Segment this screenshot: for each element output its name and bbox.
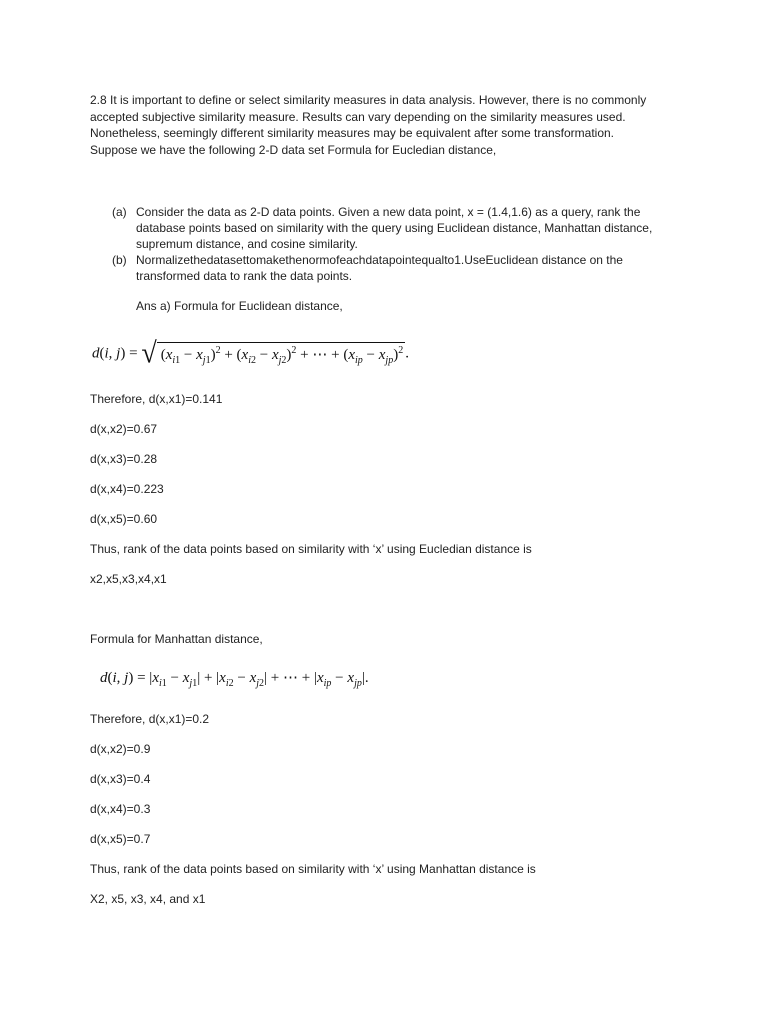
euclidean-result: d(x,x5)=0.60: [90, 512, 158, 526]
manhattan-result: Therefore, d(x,x1)=0.2: [90, 712, 210, 726]
problem-statement: [90, 92, 690, 158]
manhattan-result: d(x,x4)=0.3: [90, 802, 151, 816]
answer-a-heading: Ans a) Formula for Euclidean distance,: [136, 299, 343, 313]
manhattan-result: d(x,x2)=0.9: [90, 742, 151, 756]
manhattan-heading: Formula for Manhattan distance,: [90, 632, 263, 646]
euclidean-result: d(x,x2)=0.67: [90, 422, 158, 436]
euclidean-result: d(x,x3)=0.28: [90, 452, 158, 466]
question-a: [112, 204, 692, 252]
problem-line: accepted subjective similarity measure. Results can vary depending on the similarity measures used.: [90, 109, 626, 124]
euclidean-result: Therefore, d(x,x1)=0.141: [90, 392, 223, 406]
manhattan-rank: X2, x5, x3, x4, and x1: [90, 892, 206, 906]
question-line: Normalizethedatasettomakethenormofeachdatapointequalto1.UseEuclidean distance on the: [136, 253, 623, 267]
manhattan-rank-sentence: Thus, rank of the data points based on similarity with ‘x’ using Manhattan distance is: [90, 862, 536, 876]
manhattan-result: d(x,x3)=0.4: [90, 772, 151, 786]
problem-line: Suppose we have the following 2-D data set Formula for Eucledian distance,: [90, 142, 497, 157]
question-b: [112, 252, 692, 284]
problem-line: 2.8 It is important to define or select similarity measures in data analysis. However, there is no commonly: [90, 93, 647, 107]
question-line: database points based on similarity with the query using Euclidean distance, Manhattan distance,: [136, 221, 653, 235]
problem-line: Nonetheless, seemingly different similarity measures may be equivalent after some transformation.: [90, 126, 615, 140]
euclidean-result: d(x,x4)=0.223: [90, 482, 164, 496]
question-marker: (a): [112, 205, 127, 219]
question-marker: (b): [112, 253, 127, 267]
manhattan-result: d(x,x5)=0.7: [90, 832, 151, 846]
euclidean-formula: d(i, j) = √ $(x_{i1} - x_{j1})^2 + (x_{i2} - x_{j2})^2$ + ⋯ + $(x_{ip} - x_{jp})^2$ .: [92, 337, 409, 370]
question-line: supremum distance, and cosine similarity.: [136, 237, 358, 251]
question-list: [112, 204, 692, 284]
euclidean-rank-sentence: Thus, rank of the data points based on similarity with ‘x’ using Eucledian distance is: [90, 542, 532, 556]
question-line: Consider the data as 2-D data points. Given a new data point, x = (1.4,1.6) as a query, rank the: [136, 205, 641, 219]
question-line: transformed data to rank the data points.: [136, 269, 353, 283]
manhattan-formula: d(i, $j) = |x_{i1} - x_{j1}| + |x_{i2} - x_{j2}|$ + ⋯ + $|x_{ip} - x_{jp}|$.: [100, 670, 369, 689]
square-root: √ $(x_{i1} - x_{j1})^2 + (x_{i2} - x_{j2})^2$ + ⋯ + $(x_{ip} - x_{jp})^2$: [141, 337, 404, 370]
euclidean-rank: x2,x5,x3,x4,x1: [90, 572, 167, 586]
